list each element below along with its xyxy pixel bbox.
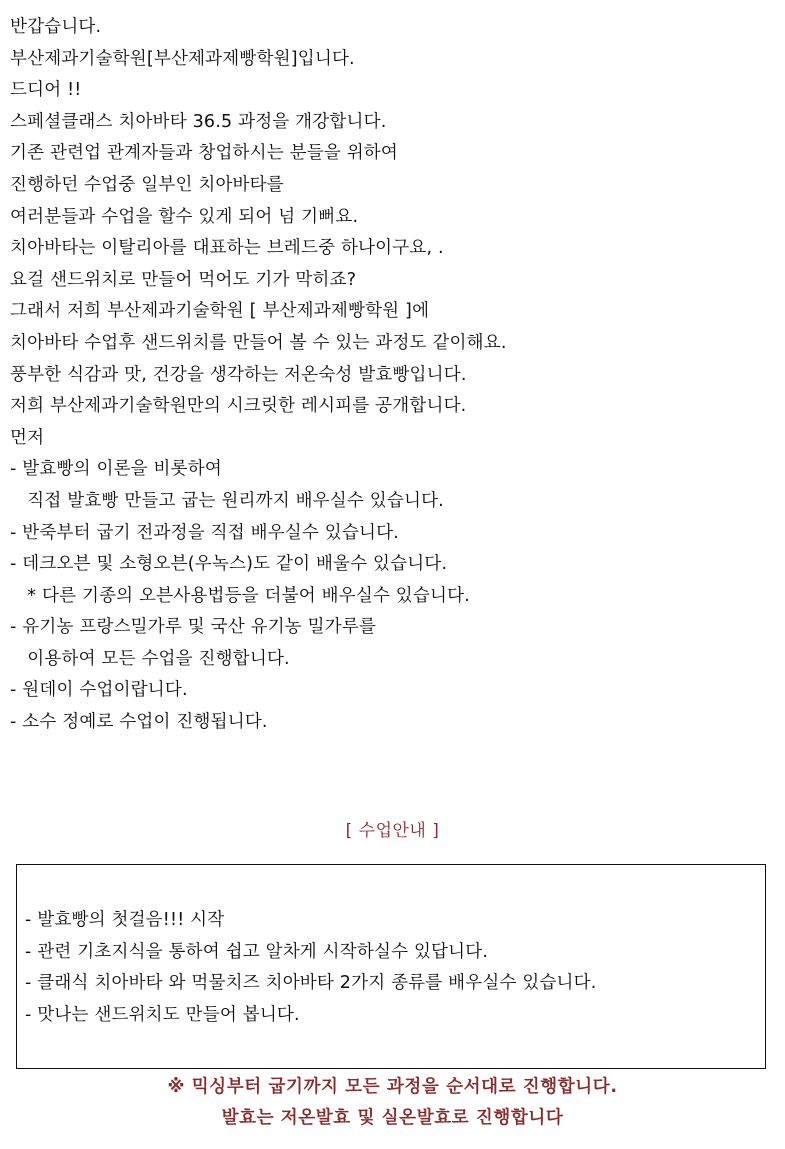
intro-line: * 다른 기종의 오븐사용법등을 더불어 배우실수 있습니다. [10,585,470,606]
class-info-item: - 관련 기초지식을 통하여 쉽고 알차게 시작하실수 있답니다. [25,941,489,962]
intro-line: 스페셜클래스 치아바타 36.5 과정을 개강합니다. [10,111,387,132]
class-info-item: - 클래식 치아바타 와 먹물치즈 치아바타 2가지 종류를 배우실수 있습니다. [25,973,597,993]
intro-line: 치아바타는 이탈리아를 대표하는 브레드중 하나이구요, . [10,238,444,259]
class-info-box [16,864,766,1069]
intro-line: 먼저 [10,427,45,448]
intro-line: 여러분들과 수업을 할수 있게 되어 넘 기뻐요. [10,206,359,227]
intro-line: - 발효빵의 이론을 비롯하여 [10,459,222,480]
intro-line: - 소수 정예로 수업이 진행됩니다. [10,712,268,733]
intro-line: - 반죽부터 굽기 전과정을 직접 배우실수 있습니다. [10,522,399,543]
intro-line: 드디어 !! [10,80,82,101]
intro-line: 부산제과기술학원[부산제과제빵학원]입니다. [10,48,355,69]
class-info-list [25,905,597,1031]
intro-line: - 데크오븐 및 소형오븐(우녹스)도 같이 배울수 있습니다. [10,554,448,575]
intro-line: 기존 관련업 관계자들과 창업하시는 분들을 위하여 [10,143,399,164]
process-note-mixing: ※ 믹싱부터 굽기까지 모든 과정을 순서대로 진행합니다. [167,1077,618,1097]
intro-line: 저희 부산제과기술학원만의 시크릿한 레시피를 공개합니다. [10,396,467,417]
process-note-fermentation: 발효는 저온발효 및 실온발효로 진행합니다 [221,1108,564,1128]
class-info-item: - 발효빵의 첫걸음!!! 시작 [25,910,225,930]
intro-line: 반갑습니다. [10,17,102,37]
intro-line: 치아바타 수업후 샌드위치를 만들어 볼 수 있는 과정도 같이해요. [10,332,507,353]
intro-line: 직접 발효빵 만들고 굽는 원리까지 배우실수 있습니다. [10,490,444,511]
class-info-item: - 맛나는 샌드위치도 만들어 봅니다. [25,1004,300,1025]
class-info-title: [ 수업안내 ] [345,821,440,841]
intro-text [10,12,775,739]
intro-line: 요걸 샌드위치로 만들어 먹어도 기가 막히죠? [10,269,357,290]
intro-line: 이용하여 모든 수업을 진행합니다. [10,648,290,669]
process-notes [0,1072,785,1134]
intro-line: 그래서 저희 부산제과기술학원 [ 부산제과제빵학원 ]에 [10,301,430,322]
intro-line: - 유기농 프랑스밀가루 및 국산 유기농 밀가루를 [10,617,377,638]
intro-line: - 원데이 수업이랍니다. [10,680,188,701]
intro-line: 풍부한 식감과 맛, 건강을 생각하는 저온숙성 발효빵입니다. [10,364,467,385]
intro-line: 진행하던 수업중 일부인 치아바타를 [10,174,284,195]
